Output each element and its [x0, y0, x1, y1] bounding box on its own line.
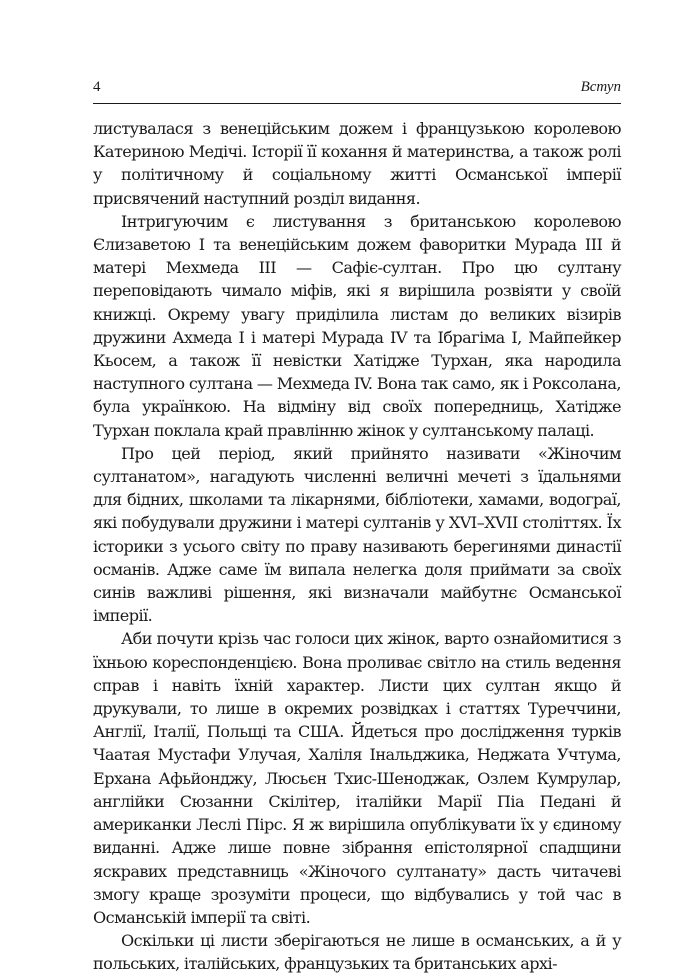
section-title: Вступ: [580, 79, 621, 95]
paragraph-2: Інтригуючим є листування з британською королевою Єлизаветою I та венеційським дожем фаворитки Мурада III й матері Мехмеда III — Сафіє-султан. Про цю султану переповідають чимало міфів, які я вирішила розвіяти у своїй книжці. Окрему увагу приділила листам до великих візирів дружини Ахмеда I і матері Мурада IV та Ібрагіма I, Майпейкер Кьосем, а також її невістки Хатідже Турхан, яка народила наступного султана — Мехмеда IV. Вона так само, як і Роксолана, була українкою. На відміну від своїх попередниць, Хатідже Турхан поклала край правлінню жінок у султанському палаці.: [93, 211, 621, 440]
header-rule: [93, 103, 621, 104]
paragraph-4: Аби почути крізь час голоси цих жінок, варто ознайомитися з їхньою кореспонденцією. Вона проливає світло на стиль ведення справ і навіть їхній характер. Листи цих султан якщо й друкували, то лише в окремих розвідках і статтях Туреччини, Англії, Італії, Польщі та США. Йдеться про дослідження турків Чаатая Мустафи Улучая, Халіля Інальджика, Неджата Учтума, Ерхана Афьйонджу, Люсьєн Тхис-Шеноджак, Озлем Кумрулар, англійки Сюзанни Скілітер, італійки Марії Піа Педані й американки Леслі Пірс. Я ж вирішила опублікувати їх у єдиному виданні. Адже лише повне зібрання епістолярної спадщини яскравих представниць «Жіночого султанату» дасть читачеві змогу краще зрозуміти процеси, що відбувались у той час в Османській імперії та світі.: [93, 629, 621, 927]
paragraph-3: Про цей період, який прийнято називати «Жіночим султанатом», нагадують численні величні мечеті з їдальнями для бідних, школами та лікарнями, бібліотеки, хамами, водограї, які побудували дружини і матері султанів у XVI–XVII століттях. Їх історики з усього світу по праву називають берегинями династії османів. Адже саме їм випала нелегка доля приймати за своїх синів важливі рішення, які визначали майбутнє Османської імперії.: [93, 443, 621, 626]
running-head: [93, 79, 621, 101]
page-number: 4: [93, 79, 101, 95]
body-text: [93, 117, 621, 976]
paragraph-1: листувалася з венеційським дожем і французькою королевою Катериною Медічі. Історії її кохання й материнства, а також ролі у політичному й соціальному житті Османської імперії присвячений наступний розділ видання.: [93, 119, 621, 208]
paragraph-5: Оскільки ці листи зберігаються не лише в османських, а й у польських, італійських, французьких та британських архі-: [93, 931, 621, 974]
